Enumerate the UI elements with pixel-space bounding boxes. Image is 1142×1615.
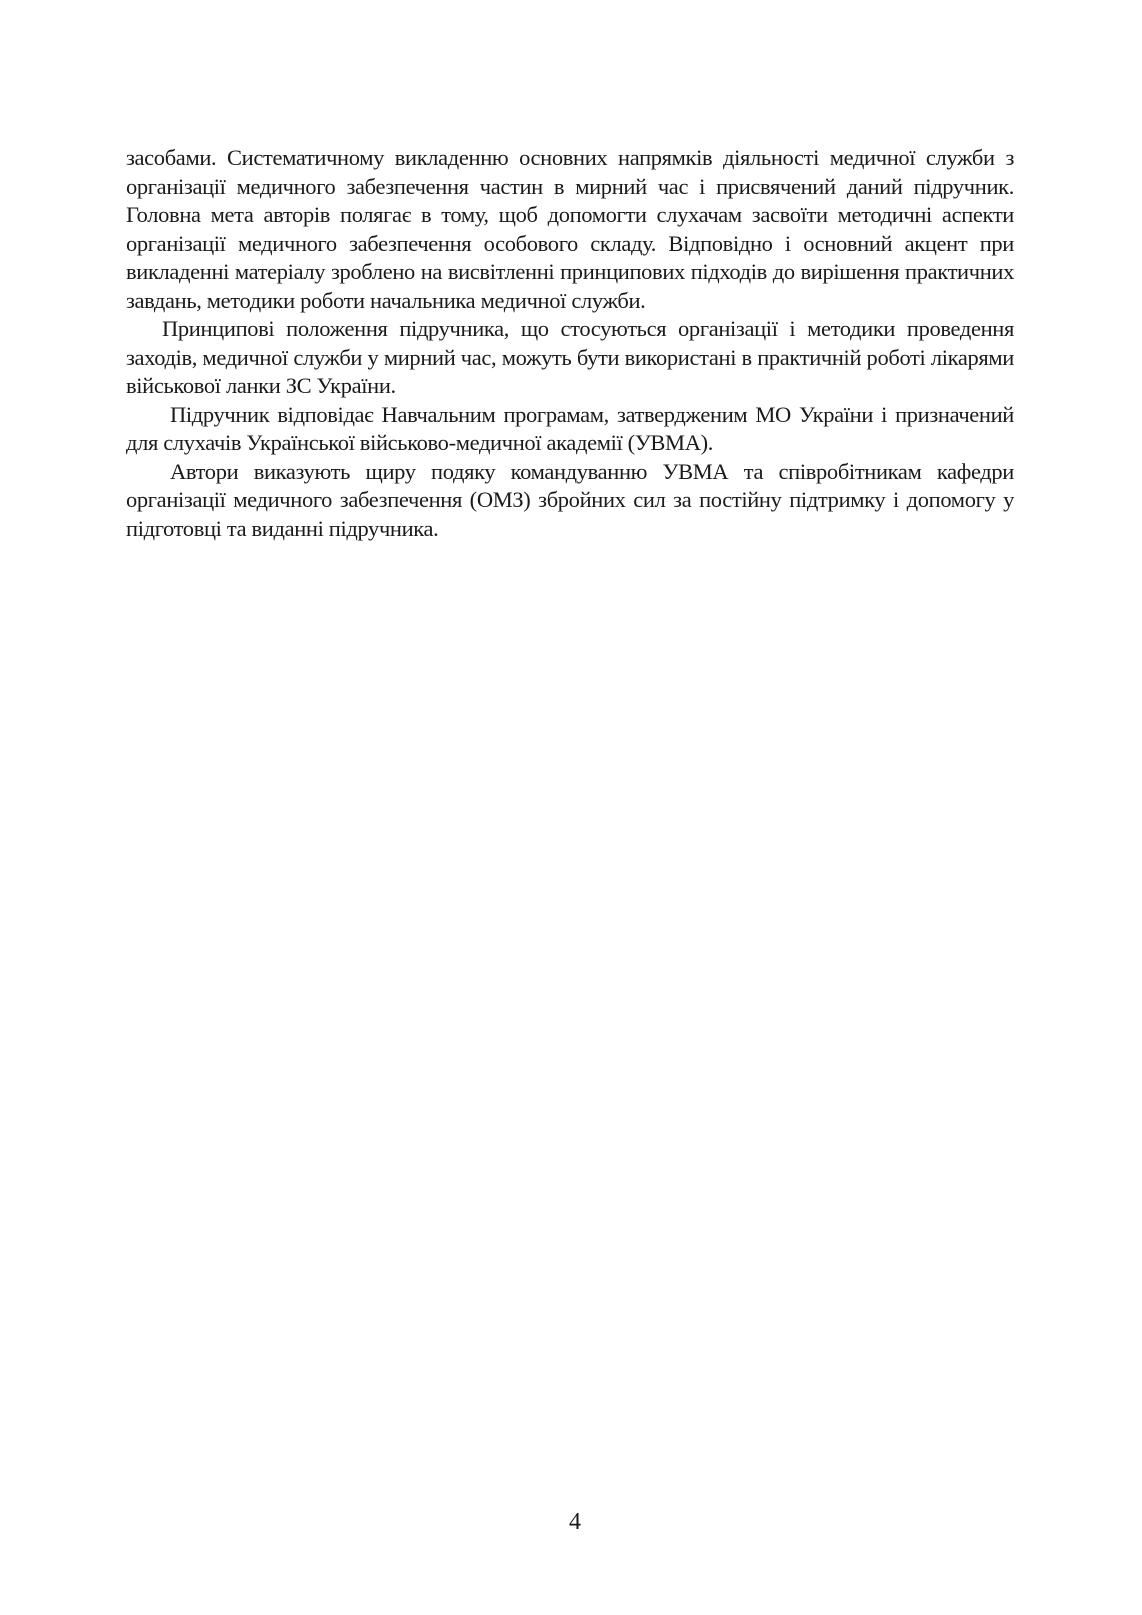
paragraph-continuation: засобами. Систематичному викладенню основних напрямків діяльності медичної служби з організації медичного забезпечення частин в мирний час і присвячений даний підручник. Головна мета авторів полягає в тому, щоб допомогти слухачам засвоїти методичні аспекти організації медичного забезпечення особового складу. Відповідно і основний акцент при викладенні матеріалу зроблено на висвітленні принципових підходів до вирішення практичних завдань, методики роботи начальника медичної служби.	[126, 145, 1014, 313]
paragraph-acknowledgements: Автори виказують щиру подяку командуванню УВМА та співробітникам кафедри організації медичного забезпечення (ОМЗ) збройних сил за постійну підтримку і допомогу у підготовці та виданні підручника.	[126, 458, 1014, 541]
paragraph-principles: Принципові положення підручника, що стосуються організації і методики проведення заходів, медичної служби у мирний час, можуть бути використані в практичній роботі лікарями військової ланки ЗС України.	[126, 316, 1014, 398]
page-number: 4	[569, 1509, 581, 1535]
body-text	[126, 144, 1014, 543]
paragraph-curriculum: Підручник відповідає Навчальним програмам, затвердженим МО України і призначений для слухачів Української військово-медичної академії (УВМА).	[126, 401, 1014, 455]
